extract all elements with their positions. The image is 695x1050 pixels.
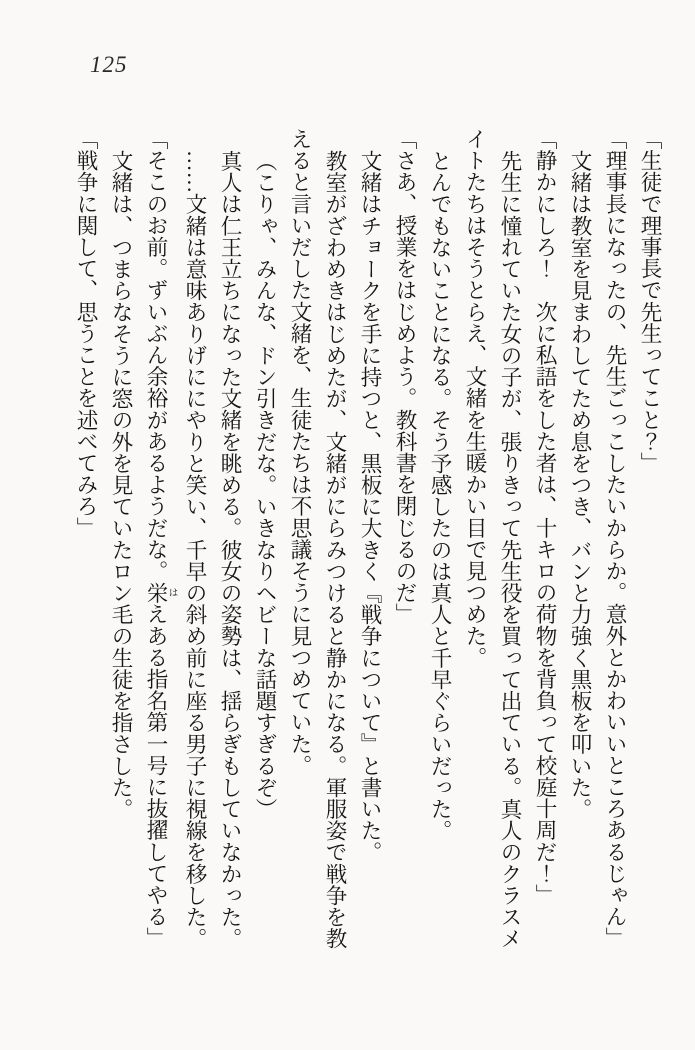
narration-paragraph: 教室がざわめきはじめたが、文緒がにらみつけると静かになる。軍服姿で戦争を教えると言いだした文緒を、生徒たちは不思議そうに見つめていた。 [288, 128, 347, 949]
narration-paragraph: 文緒は教室を見まわしてため息をつき、バンと力強く黒板を叩いた。 [568, 149, 592, 820]
thought-paragraph: （こりゃ、みんな、ドン引きだな。いきなりヘビーな話題すぎるぞ） [253, 149, 277, 820]
dialogue-paragraph: 「戦争に関して、思うことを述べてみろ」 [74, 128, 98, 539]
narration-paragraph: 文緒は、つまらなそうに窓の外を見ていたロン毛の生徒を指さした。 [109, 149, 133, 820]
narration-paragraph: とんでもないことになる。そう予感したのは真人と千早ぐらいだった。 [428, 149, 452, 841]
narration-paragraph: ……文緒は意味ありげににやりと笑い、千早の斜め前に座る男子に視線を移した。 [183, 149, 207, 949]
dialogue-paragraph: 「生徒で理事長で先生ってこと？」 [638, 128, 662, 474]
narration-paragraph: 文緒はチョークを手に持つと、黒板に大きく『戦争について』と書いた。 [358, 149, 382, 863]
vertical-text-area [61, 128, 667, 952]
narration-paragraph: 先生に憧れていた女の子が、張りきって先生役を買って出ている。真人のクラスメイトたちはそうとらえ、文緒を生暖かい目で見つめた。 [463, 128, 522, 949]
page-number: 125 [90, 52, 128, 77]
dialogue-paragraph: 「静かにしろ！ 次に私語をした者は、十キロの荷物を背負って校庭十周だ！」 [533, 128, 557, 906]
narration-paragraph: 真人は仁王立ちになった文緒を眺める。彼女の姿勢は、揺らぎもしていなかった。 [218, 149, 242, 949]
dialogue-paragraph: 「そこのお前。ずいぶん余裕があるようだな。栄はえある指名第一号に抜擢してやる」 [144, 128, 178, 949]
furigana-ruby: 栄は [144, 581, 178, 604]
dialogue-paragraph: 「さあ、授業をはじめよう。教科書を閉じるのだ」 [393, 128, 417, 625]
dialogue-paragraph: 「理事長になったの、先生ごっこしたいからか。意外とかわいいところあるじゃん」 [603, 128, 627, 949]
